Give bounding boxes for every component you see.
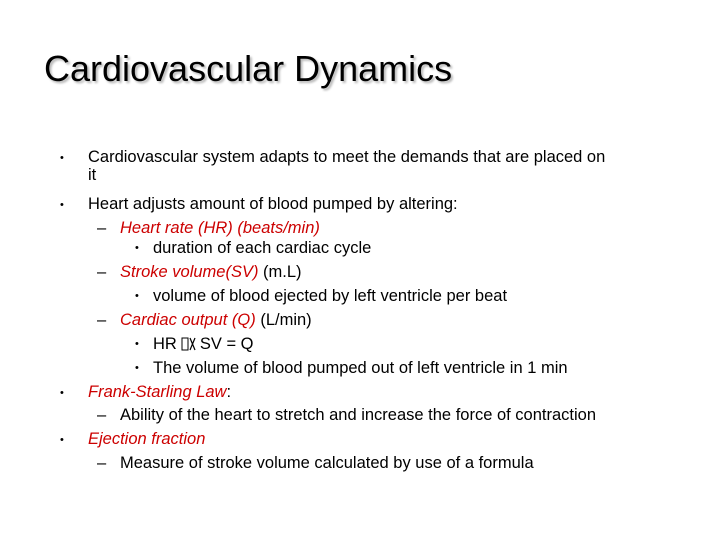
bullet-marker: •	[60, 199, 64, 211]
stroke-volume-line	[120, 262, 302, 282]
ejection-fraction-detail: Measure of stroke volume calculated by use of a formula	[120, 454, 534, 472]
bullet-marker: •	[60, 434, 64, 446]
multiply-symbol-icon	[181, 337, 196, 351]
bullet-marker: •	[60, 387, 64, 399]
ejection-fraction-label: Ejection fraction	[88, 430, 206, 448]
sub-bullet-marker: •	[135, 290, 139, 302]
frank-starling-colon: :	[226, 383, 232, 401]
cardiac-output-formula	[153, 334, 254, 354]
cardiac-output-label: Cardiac output (Q)	[120, 311, 256, 329]
heart-rate-line	[120, 218, 320, 238]
heart-rate-label: Heart rate (HR) (beats/min)	[120, 219, 320, 237]
ejection-fraction-line	[88, 429, 205, 449]
item-adapts-line2: it	[88, 166, 97, 184]
item-heart-adjusts: Heart adjusts amount of blood pumped by altering:	[88, 195, 458, 213]
formula-right: SV = Q	[199, 335, 254, 353]
dash-marker: –	[97, 311, 107, 329]
cardiac-output-unit: (L/min)	[255, 311, 312, 329]
dash-marker: –	[97, 454, 107, 472]
formula-left: HR	[153, 335, 177, 353]
item-adapts-line1: Cardiovascular system adapts to meet the demands that are placed on	[88, 148, 606, 166]
slide-title: Cardiovascular Dynamics	[44, 48, 453, 89]
sub-bullet-marker: •	[135, 362, 139, 374]
stroke-volume-label: Stroke volume(SV)	[120, 263, 259, 281]
bullet-marker: •	[60, 152, 64, 164]
frank-starling-label: Frank-Starling Law	[88, 383, 227, 401]
heart-rate-detail: duration of each cardiac cycle	[153, 239, 372, 257]
stroke-volume-detail: volume of blood ejected by left ventricle per beat	[153, 287, 508, 305]
stroke-volume-unit: (m.L)	[258, 263, 302, 281]
sub-bullet-marker: •	[135, 242, 139, 254]
cardiac-output-line	[120, 310, 312, 330]
cardiac-output-detail: The volume of blood pumped out of left ventricle in 1 min	[153, 359, 568, 377]
frank-starling-detail: Ability of the heart to stretch and increase the force of contraction	[120, 406, 597, 424]
dash-marker: –	[97, 219, 107, 237]
sub-bullet-marker: •	[135, 338, 139, 350]
dash-marker: –	[97, 406, 107, 424]
dash-marker: –	[97, 263, 107, 281]
frank-starling-line	[88, 382, 231, 402]
